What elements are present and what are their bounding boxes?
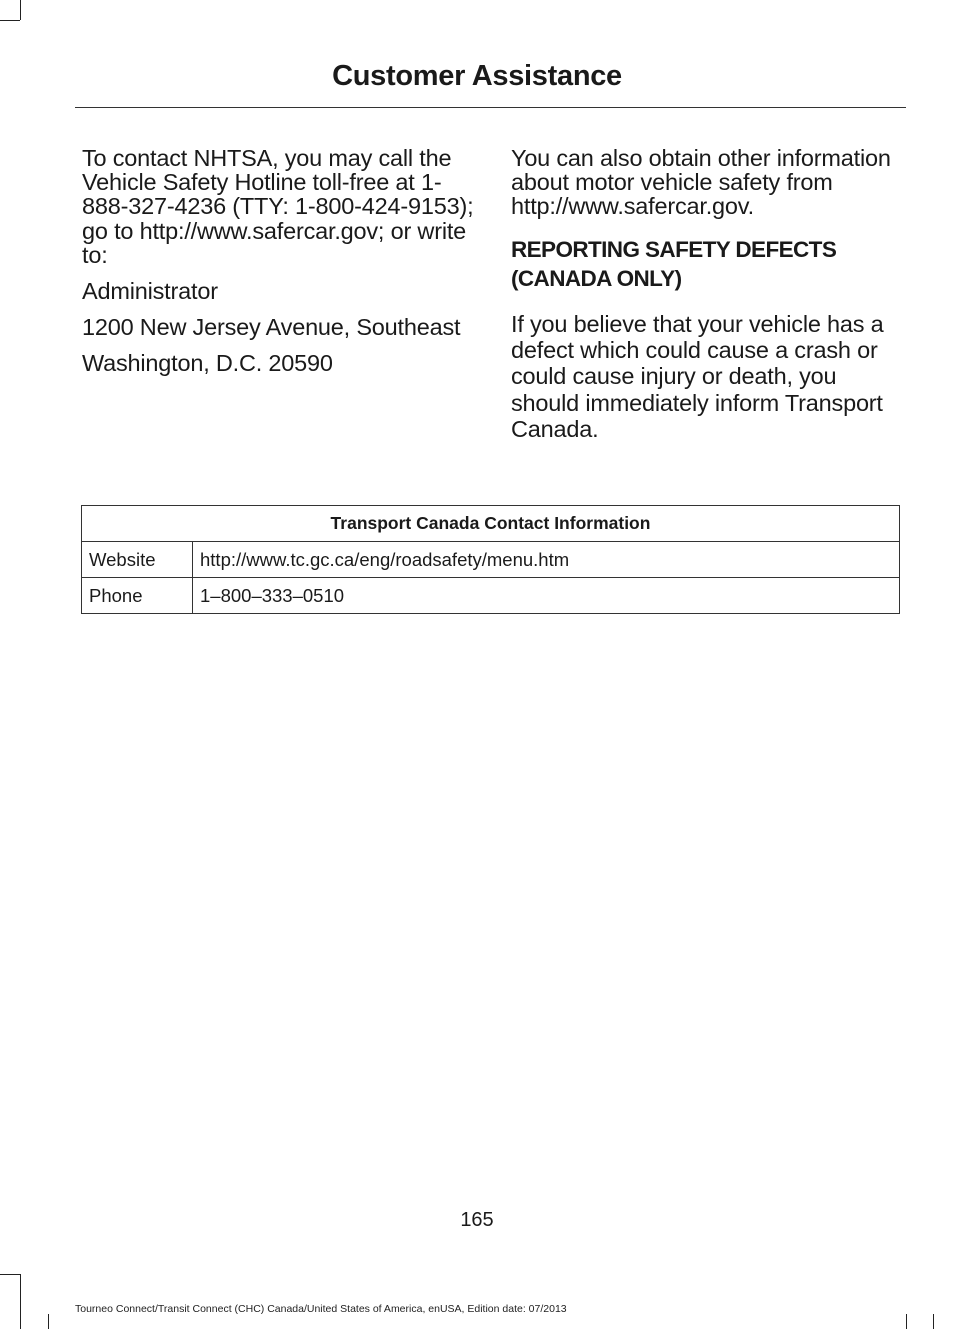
row-label-phone: Phone bbox=[82, 578, 193, 614]
address-administrator: Administrator bbox=[82, 278, 218, 305]
transport-canada-contact-table bbox=[81, 505, 900, 614]
safety-info-paragraph: You can also obtain other information about motor vehicle safety from http://www.safercar.gov. bbox=[511, 145, 891, 220]
nhtsa-contact-paragraph: To contact NHTSA, you may call the Vehicle Safety Hotline toll-free at 1-888-327-4236 (TTY: 1-800-424-9153); go to http://www.safercar.gov; or write to: bbox=[82, 145, 474, 268]
left-column bbox=[82, 146, 477, 388]
crop-mark-bottom-inner-right bbox=[906, 1314, 907, 1329]
crop-mark-bottom-left-vertical bbox=[20, 1274, 21, 1329]
page-number: 165 bbox=[460, 1209, 494, 1231]
section-heading-reporting-defects: REPORTING SAFETY DEFECTS (CANADA ONLY) bbox=[511, 236, 837, 291]
table-caption: Transport Canada Contact Information bbox=[82, 506, 900, 542]
address-city: Washington, D.C. 20590 bbox=[82, 350, 333, 377]
defect-reporting-paragraph: If you believe that your vehicle has a defect which could cause a crash or could cause injury or death, you should immediately inform Transport Canada. bbox=[511, 310, 884, 443]
address-street: 1200 New Jersey Avenue, Southeast bbox=[82, 314, 461, 341]
phone-number: 1–800–333–0510 bbox=[193, 578, 900, 614]
crop-mark-top-left-horizontal bbox=[0, 20, 20, 21]
crop-mark-top-left-vertical bbox=[20, 0, 21, 20]
crop-mark-bottom-inner-left bbox=[48, 1314, 49, 1329]
row-label-website: Website bbox=[82, 542, 193, 578]
table-row bbox=[82, 542, 900, 578]
website-url[interactable]: http://www.tc.gc.ca/eng/roadsafety/menu.htm bbox=[193, 542, 900, 578]
footer-edition-info: Tourneo Connect/Transit Connect (CHC) Canada/United States of America, enUSA, Edition date: 07/2013 bbox=[75, 1303, 567, 1315]
table-header-row bbox=[82, 506, 900, 542]
crop-mark-bottom-left-horizontal bbox=[0, 1274, 20, 1275]
right-column bbox=[511, 146, 906, 455]
crop-mark-bottom-right bbox=[933, 1314, 934, 1329]
title-divider bbox=[75, 107, 906, 108]
table-row bbox=[82, 578, 900, 614]
page-title: Customer Assistance bbox=[332, 60, 622, 92]
